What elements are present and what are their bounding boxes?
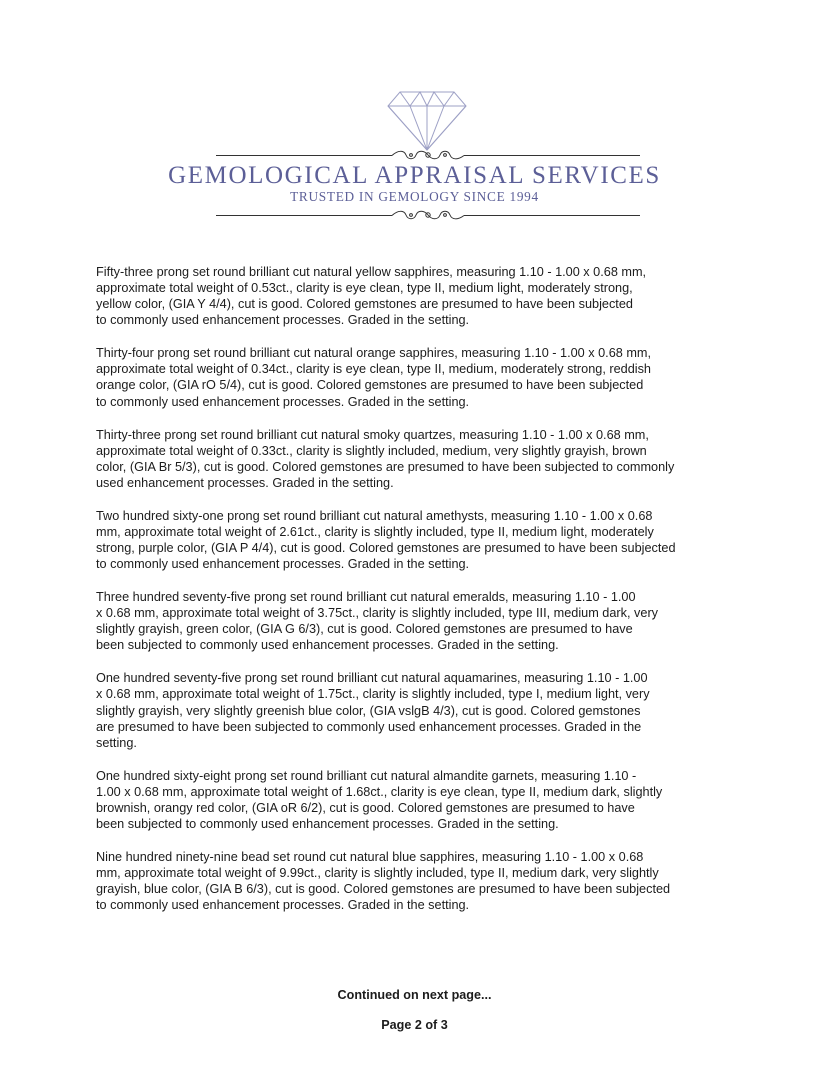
description-aquamarines: One hundred seventy-five prong set round brilliant cut natural aquamarines, measuring 1.10 - 1.00 x 0.68 mm, approximate total weight of 1.75ct., clarity is slightly included, type I, medium light, very slightly grayish, very slightly greenish blue color, (GIA vslgB 4/3), cut is good. Colored gemstones are presumed to have been subjected to commonly used enhancement processes. Graded in the setting. [96,671,650,750]
scroll-ornament-top [216,148,640,162]
description-orange-sapphires: Thirty-four prong set round brilliant cut natural orange sapphires, measuring 1.10 - 1.00 x 0.68 mm, approximate total weight of 0.34ct., clarity is eye clean, type II, medium, moderately strong, reddish orange color, (GIA rO 5/4), cut is good. Colored gemstones are presumed to have been subjected to commonly used enhancement processes. Graded in the setting. [96,346,652,409]
diamond-icon [386,90,468,152]
description-almandite-garnets: One hundred sixty-eight prong set round brilliant cut natural almandite garnets, measuring 1.10 - 1.00 x 0.68 mm, approximate total weight of 1.68ct., clarity is eye clean, type II, medium dark, slightly brownish, orangy red color, (GIA oR 6/2), cut is good. Colored gemstones are presumed to have been subjected to commonly used enhancement processes. Graded in the setting. [96,768,663,831]
company-name: GEMOLOGICAL APPRAISAL SERVICES [168,162,661,189]
continued-note: Continued on next page... [337,988,492,1002]
description-yellow-sapphires: Fifty-three prong set round brilliant cut natural yellow sapphires, measuring 1.10 - 1.00 x 0.68 mm, approximate total weight of 0.53ct., clarity is eye clean, type II, medium light, moderately strong, yellow color, (GIA Y 4/4), cut is good. Colored gemstones are presumed to have been subjected to commonly used enhancement processes. Graded in the setting. [96,265,647,328]
description-amethysts: Two hundred sixty-one prong set round brilliant cut natural amethysts, measuring 1.10 - 1.00 x 0.68 mm, approximate total weight of 2.61ct., clarity is slightly included, type II, medium light, moderately strong, purple color, (GIA P 4/4), cut is good. Colored gemstones are presumed to have been subjected to commonly used enhancement processes. Graded in the setting. [96,508,676,572]
letterhead [0,88,829,228]
page-number: Page 2 of 3 [381,1018,448,1032]
appraisal-descriptions [96,264,736,930]
description-smoky-quartzes: Thirty-three prong set round brilliant cut natural smoky quartzes, measuring 1.10 - 1.00 x 0.68 mm, approximate total weight of 0.33ct., clarity is slightly included, medium, very slightly grayish, brown color, (GIA Br 5/3), cut is good. Colored gemstones are presumed to have been subjected to commonly used enhancement processes. Graded in the setting. [96,427,675,490]
description-emeralds: Three hundred seventy-five prong set round brilliant cut natural emeralds, measuring 1.10 - 1.00 x 0.68 mm, approximate total weight of 3.75ct., clarity is slightly included, type III, medium dark, very slightly grayish, green color, (GIA G 6/3), cut is good. Colored gemstones are presumed to have been subjected to commonly used enhancement processes. Graded in the setting. [96,590,659,653]
company-tagline: TRUSTED IN GEMOLOGY SINCE 1994 [290,189,539,204]
description-blue-sapphires: Nine hundred ninety-nine bead set round cut natural blue sapphires, measuring 1.10 - 1.00 x 0.68 mm, approximate total weight of 9.99ct., clarity is slightly included, type II, medium dark, very slightly grayish, blue color, (GIA B 6/3), cut is good. Colored gemstones are presumed to have been subjected to commonly used enhancement processes. Graded in the setting. [96,849,671,913]
scroll-ornament-bottom [216,208,640,222]
